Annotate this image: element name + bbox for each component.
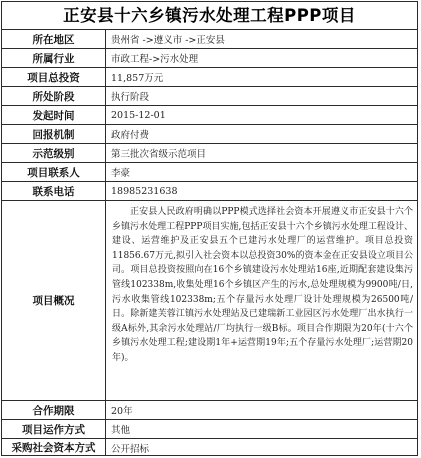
label-total-investment: 项目总投资: [2, 68, 106, 86]
label-region: 所在地区: [2, 30, 106, 48]
value-total-investment: 11,857万元: [111, 73, 164, 84]
label-stage: 所处阶段: [2, 87, 106, 105]
label-procurement-method: 采购社会资本方式: [2, 439, 106, 456]
row-start-date: [2, 106, 417, 125]
label-cooperation-period: 合作期限: [2, 401, 106, 419]
value-overview: 正安县人民政府明确以PPP模式选择社会资本开展遵义市正安县十六个乡镇污水处理工程PPP项目实施,包括正安县十六个乡镇污水处理工程设计、建设、运营维护及正安县五个已建污水处理厂的运营维护。项目总投资11856.67万元,拟引入社会资本以总投资30%的资本金在正安县设立项目公司。项目总投资按照向在16个乡镇建设污水处理站16座,近期配套建设集污管线102338m,收集处理16个乡镇区产生的污水,总处理规模为9900吨/日,污水收集管线102338m;五个存量污水处理厂设计处理规模为26500吨/日。除新建芙蓉江镇污水处理站及已建瑞新工业园区污水处理厂出水执行一级A标外,其余污水处理站/厂均执行一级B标。项目合作期限为20年(十六个乡镇污水处理工程;建设期1年+运营期19年;五个存量污水处理厂;运营期20年)。: [112, 207, 413, 363]
row-contact-phone: [2, 182, 417, 201]
label-contact-phone: 联系电话: [2, 182, 106, 200]
value-operation-mode: 其他: [111, 425, 131, 436]
value-contact-phone: 18985231638: [111, 185, 178, 197]
label-start-date: 发起时间: [2, 106, 106, 124]
label-overview: 项目概况: [2, 201, 106, 400]
row-stage: [2, 87, 417, 106]
label-demo-level: 示范级别: [2, 144, 106, 162]
row-overview: [2, 201, 417, 401]
value-demo-level: 第三批次省级示范项目: [111, 149, 207, 160]
value-procurement-method: 公开招标: [111, 443, 150, 455]
value-cooperation-period: 20年: [111, 406, 133, 417]
row-region: [2, 30, 417, 49]
value-contact-person: 李豪: [111, 168, 131, 179]
value-return-mechanism: 政府付费: [111, 130, 150, 141]
label-industry: 所属行业: [2, 49, 106, 67]
label-operation-mode: 项目运作方式: [2, 420, 106, 438]
value-industry: 市政工程->污水处理: [111, 54, 199, 65]
row-industry: [2, 49, 417, 68]
row-demo-level: [2, 144, 417, 163]
page-title: 正安县十六乡镇污水处理工程PPP项目: [2, 2, 417, 30]
project-info-table: [1, 1, 418, 456]
row-operation-mode: [2, 420, 417, 439]
row-procurement-method: [2, 439, 417, 456]
row-total-investment: [2, 68, 417, 87]
row-cooperation-period: [2, 401, 417, 420]
label-contact-person: 项目联系人: [2, 163, 106, 181]
value-start-date: 2015-12-01: [111, 109, 166, 121]
value-stage: 执行阶段: [111, 92, 150, 103]
value-region: 贵州省 ->遵义市 ->正安县: [111, 35, 225, 46]
label-return-mechanism: 回报机制: [2, 125, 106, 143]
row-contact-person: [2, 163, 417, 182]
row-return-mechanism: [2, 125, 417, 144]
